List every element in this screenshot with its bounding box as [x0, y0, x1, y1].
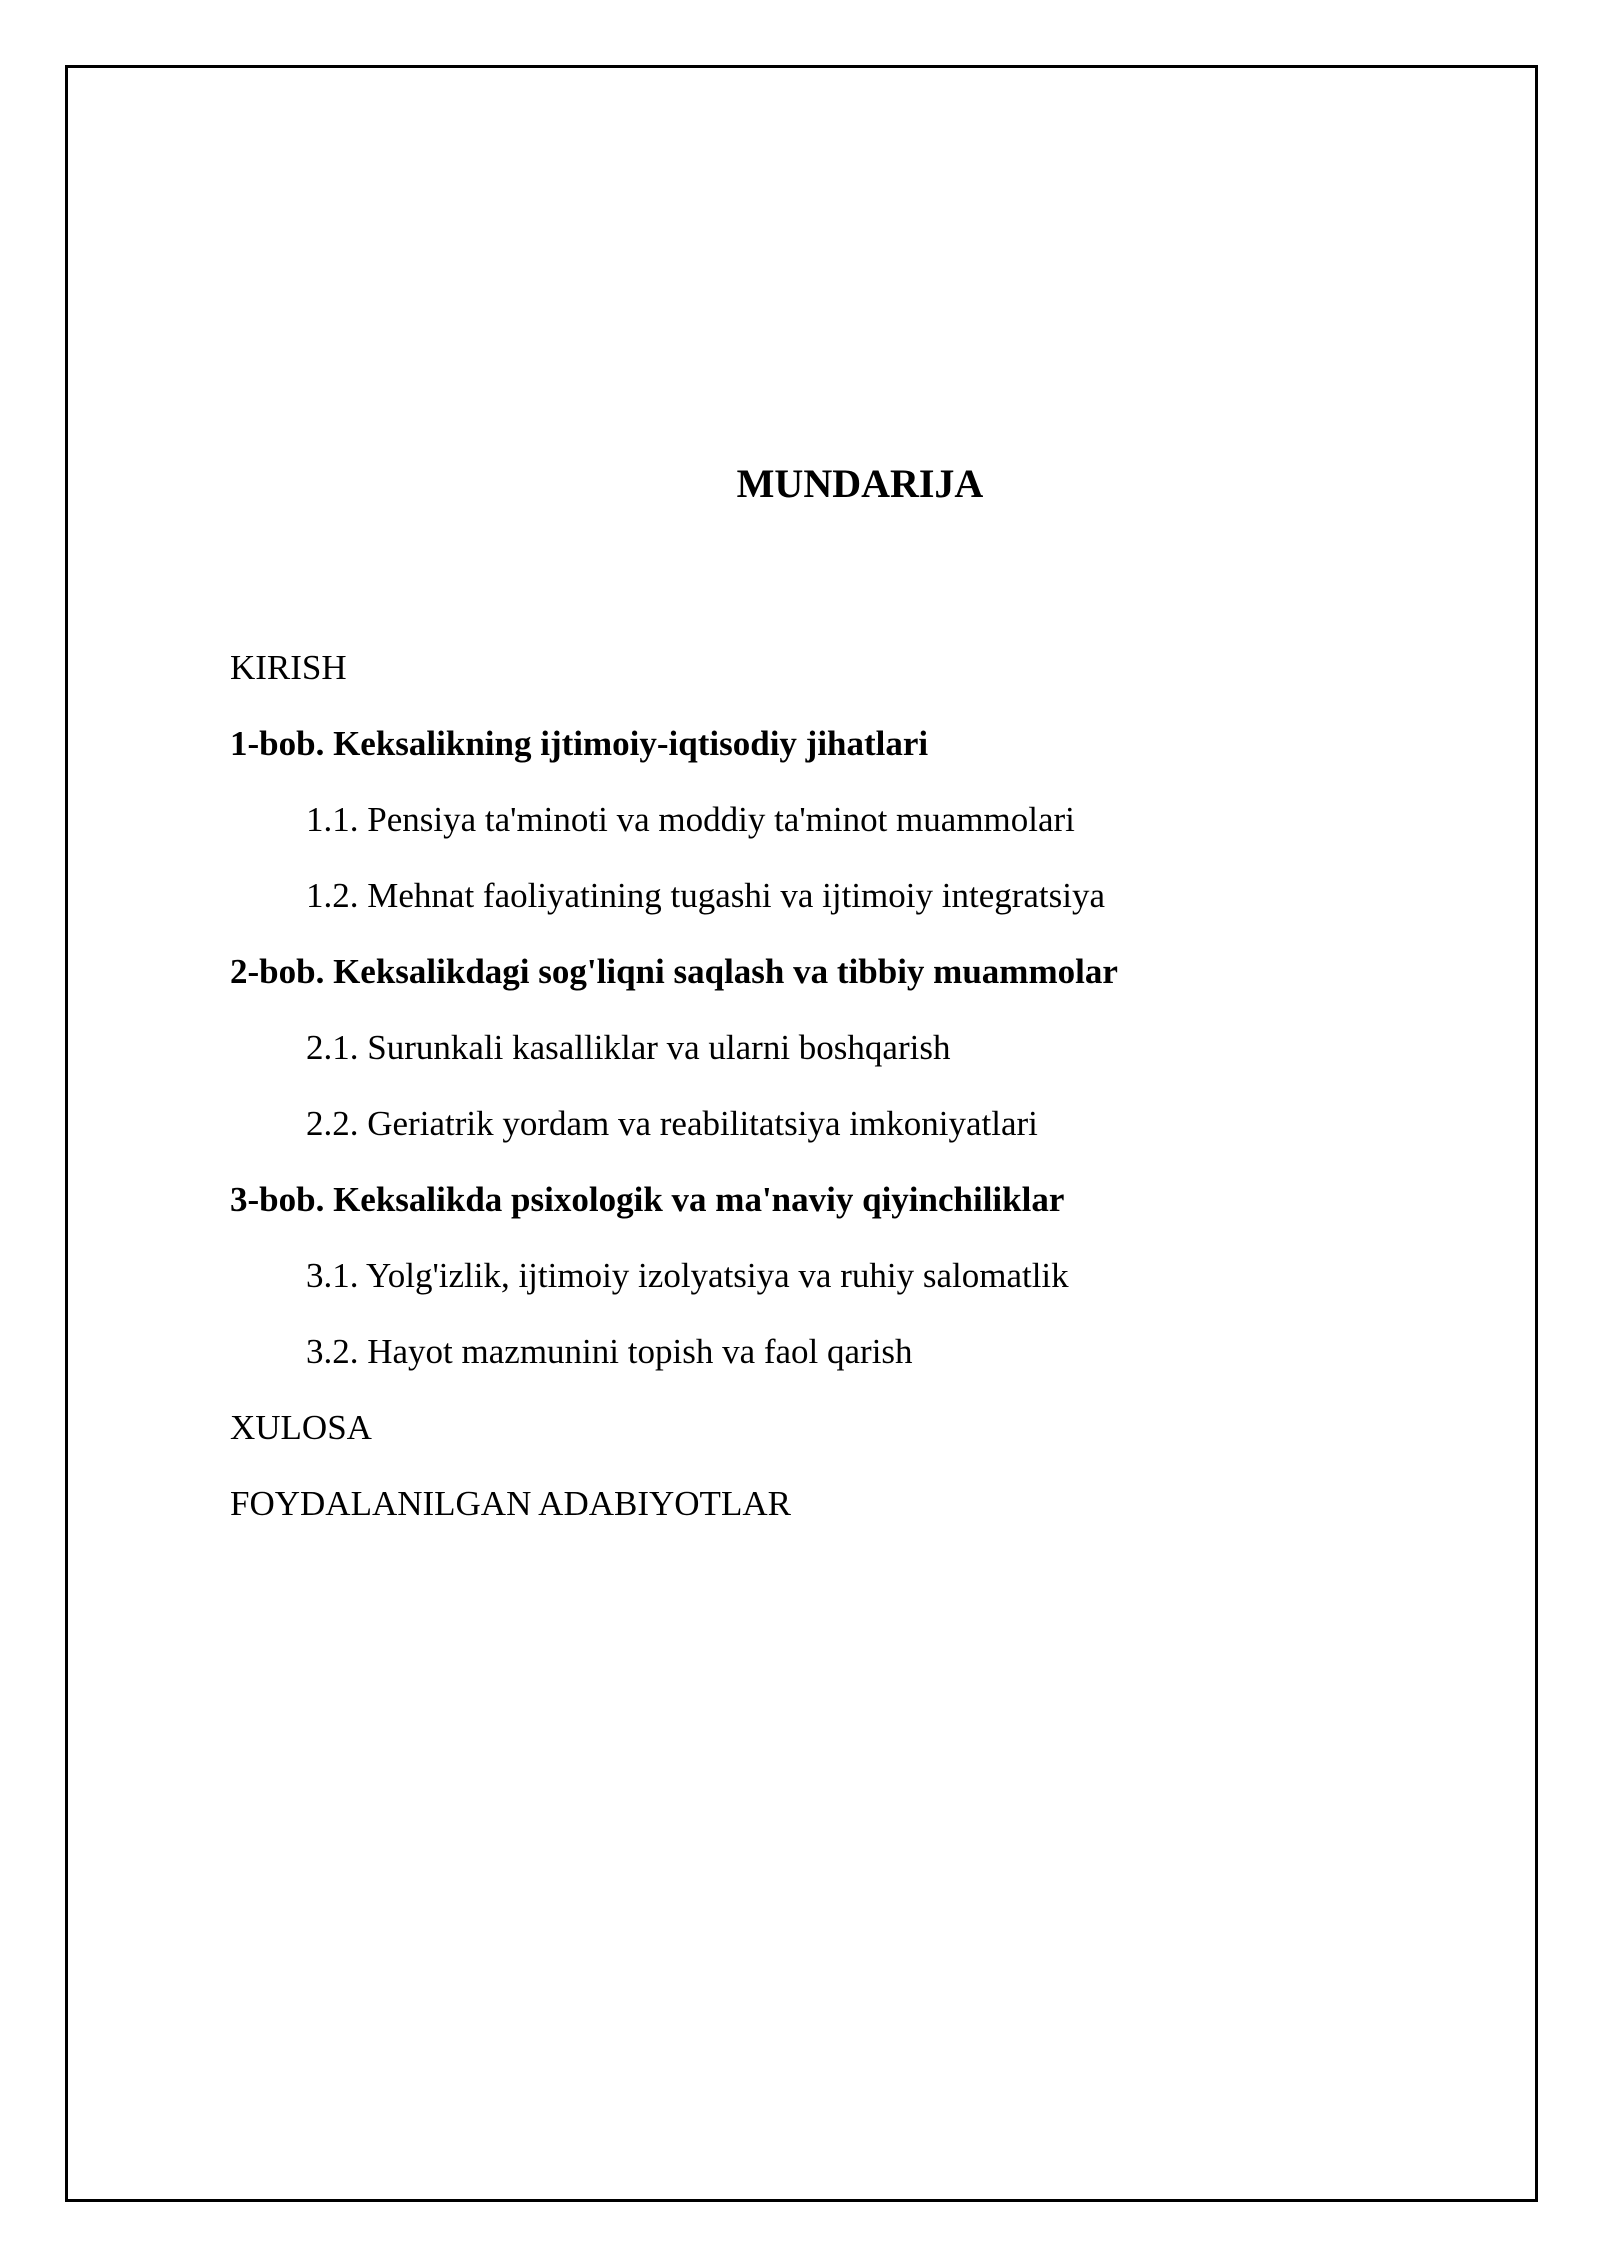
toc-section-1-2: 1.2. Mehnat faoliyatining tugashi va ijtimoiy integratsiya: [306, 876, 1106, 915]
toc-section-2-1: 2.1. Surunkali kasalliklar va ularni boshqarish: [306, 1028, 951, 1067]
toc-chapter-2: 2-bob. Keksalikdagi sog'liqni saqlash va tibbiy muammolar: [230, 952, 1118, 991]
page-title: MUNDARIJA: [736, 461, 984, 506]
toc-section-2-2: 2.2. Geriatrik yordam va reabilitatsiya imkoniyatlari: [306, 1104, 1038, 1143]
toc-section-3-1: 3.1. Yolg'izlik, ijtimoiy izolyatsiya va ruhiy salomatlik: [306, 1256, 1069, 1295]
toc-chapter-3: 3-bob. Keksalikda psixologik va ma'naviy qiyinchiliklar: [230, 1180, 1065, 1219]
toc-section-1-1: 1.1. Pensiya ta'minoti va moddiy ta'minot muammolari: [306, 800, 1075, 839]
table-of-contents: [230, 640, 1118, 1552]
toc-chapter-1: 1-bob. Keksalikning ijtimoiy-iqtisodiy jihatlari: [230, 724, 929, 763]
toc-item-introduction: KIRISH: [230, 648, 347, 687]
toc-item-references: FOYDALANILGAN ADABIYOTLAR: [230, 1484, 791, 1523]
toc-item-conclusion: XULOSA: [230, 1408, 372, 1447]
toc-section-3-2: 3.2. Hayot mazmunini topish va faol qarish: [306, 1332, 913, 1371]
